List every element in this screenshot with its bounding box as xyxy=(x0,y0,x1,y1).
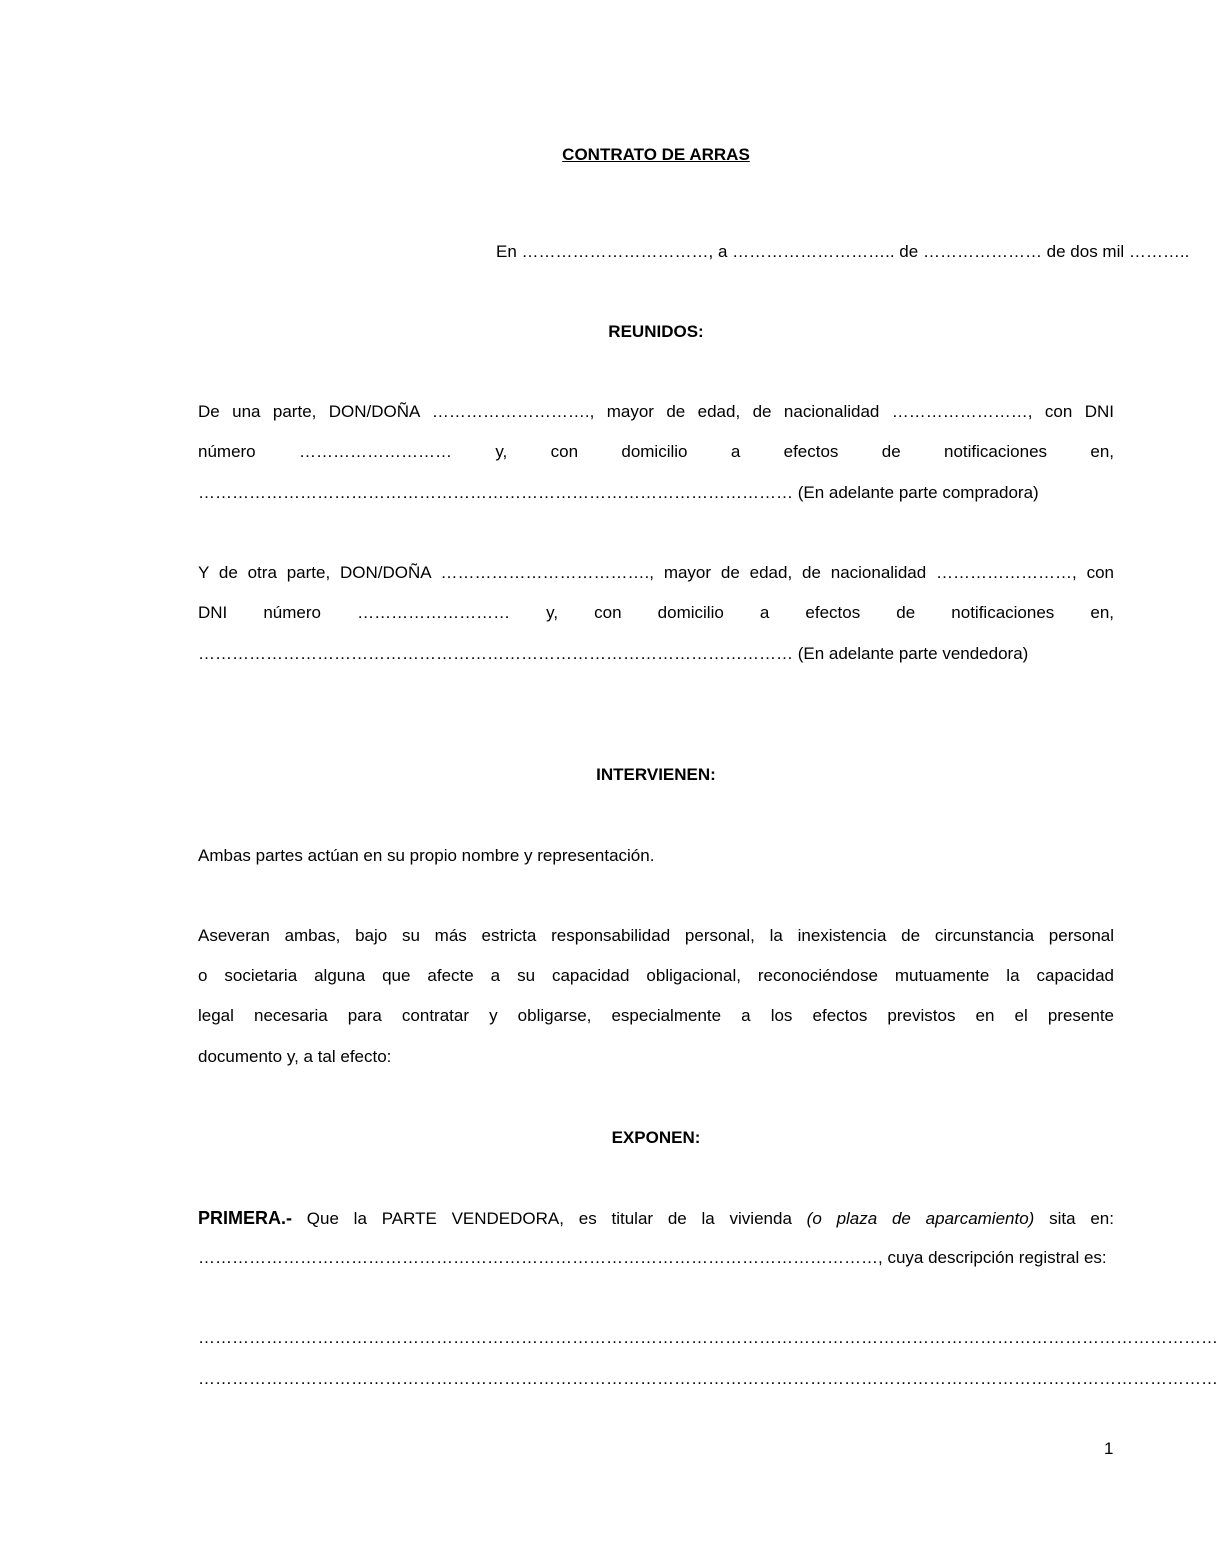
seller-line-1: Y de otra parte, DON/DOÑA ………………………………., mayor de edad, de nacionalidad ……………………, con xyxy=(198,563,1114,582)
primera-line-1 xyxy=(198,1206,1114,1231)
buyer-line-1: De una parte, DON/DOÑA ………………………., mayor de edad, de nacionalidad ……………………, con DNI xyxy=(198,402,1114,421)
primera-italic-note: (o plaza de aparcamiento) xyxy=(806,1209,1035,1228)
seller-line-2: DNI número ……………………… y, con domicilio a efectos de notificaciones en, xyxy=(198,603,1114,622)
dotted-line-1: ……………………………………………………………………………………………………………………………………………………………… xyxy=(198,1328,1218,1347)
intervienen-paragraph-2-line-4: documento y, a tal efecto: xyxy=(198,1047,392,1066)
dotted-line-2: ……………………………………………………………………………………………………………………………………………………………… xyxy=(198,1369,1218,1388)
intervienen-paragraph-2-line-3: legal necesaria para contratar y obligarse, especialmente a los efectos previstos en el presente xyxy=(198,1006,1114,1025)
section-heading-exponen: EXPONEN: xyxy=(611,1128,701,1147)
buyer-line-2: número ……………………… y, con domicilio a efectos de notificaciones en, xyxy=(198,442,1114,461)
page-number: 1 xyxy=(1104,1439,1114,1458)
section-heading-reunidos: REUNIDOS: xyxy=(608,322,704,341)
seller-line-3: …………………………………………………………………………………………… (En adelante parte vendedora) xyxy=(198,644,1029,663)
buyer-line-3: …………………………………………………………………………………………… (En adelante parte compradora) xyxy=(198,483,1039,502)
intervienen-paragraph-2-line-1: Aseveran ambas, bajo su más estricta responsabilidad personal, la inexistencia de circunstancia personal xyxy=(198,926,1114,945)
document-title: CONTRATO DE ARRAS xyxy=(562,145,750,164)
date-line: En ……………………………, a ……………………….. de ………………… de dos mil ……….. xyxy=(496,242,1190,261)
intervienen-paragraph-1: Ambas partes actúan en su propio nombre y representación. xyxy=(198,846,655,865)
primera-line-2: …………………………………………………………………………………………………………, cuya descripción registral es: xyxy=(198,1248,1107,1267)
section-heading-intervienen: INTERVIENEN: xyxy=(596,765,716,784)
intervienen-paragraph-2-line-2: o societaria alguna que afecte a su capacidad obligacional, reconociéndose mutuamente la capacidad xyxy=(198,966,1114,985)
primera-label: PRIMERA.- xyxy=(198,1208,292,1228)
primera-text-a: Que la PARTE VENDEDORA, es titular de la vivienda xyxy=(292,1209,807,1228)
primera-text-b: sita en: xyxy=(1034,1209,1114,1228)
